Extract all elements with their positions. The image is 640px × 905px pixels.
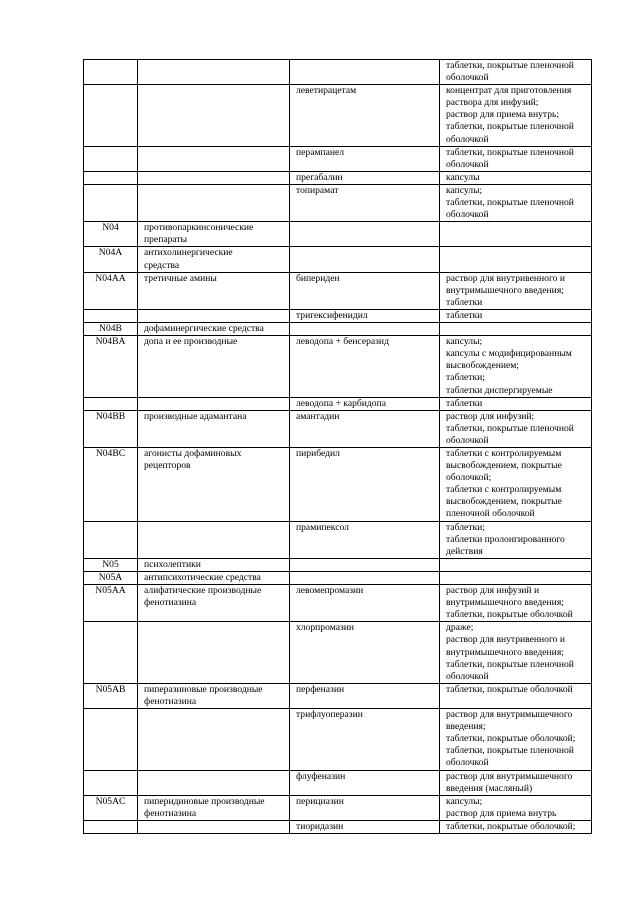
table-row [84, 622, 592, 684]
drug-name-cell: флуфеназин [290, 770, 440, 795]
pharm-group-line: фенотиазина [144, 597, 197, 609]
dosage-forms-cell [440, 85, 592, 147]
pharm-group-cell [138, 622, 290, 684]
drug-name-cell: тригексифенидил [290, 309, 440, 322]
atc-code-cell [84, 184, 138, 221]
dosage-form-line: оболочкой [446, 158, 489, 170]
dosage-form-line: таблетки, покрытые пленочной [446, 422, 574, 434]
dosage-forms-cell [440, 272, 592, 309]
drug-name-cell: прамипексол [290, 521, 440, 558]
dosage-form-line: внутримышечного введения; [446, 284, 564, 296]
pharm-group-line: фенотиазина [144, 695, 197, 707]
dosage-form-line: действия [446, 545, 483, 557]
pharm-group-cell [138, 820, 290, 833]
drug-name-cell: трифлуоперазин [290, 709, 440, 771]
pharm-group-cell [138, 247, 290, 272]
dosage-form-line: введения; [446, 721, 486, 733]
table-row [84, 585, 592, 622]
drug-name-cell [290, 558, 440, 571]
pharm-group-cell [138, 184, 290, 221]
atc-code-cell: N05AB [84, 683, 138, 708]
dosage-form-line: внутримышечного введения; [446, 597, 564, 609]
atc-code-cell [84, 60, 138, 85]
atc-code-cell: N04BB [84, 410, 138, 447]
drug-name-cell: тиоридазин [290, 820, 440, 833]
atc-code-cell: N04A [84, 247, 138, 272]
pharm-group-cell [138, 222, 290, 247]
dosage-form-line: таблетки, покрытые оболочкой [446, 683, 573, 695]
drug-name-cell: перфеназин [290, 683, 440, 708]
dosage-form-line: раствор для внутривенного и [446, 272, 565, 284]
drug-name-cell: бипериден [290, 272, 440, 309]
dosage-forms-cell [440, 521, 592, 558]
table-row [84, 558, 592, 571]
dosage-forms-cell [440, 820, 592, 833]
drug-name-cell: леводопа + карбидопа [290, 397, 440, 410]
atc-code-cell [84, 397, 138, 410]
table-row [84, 448, 592, 522]
pharm-group-cell [138, 397, 290, 410]
dosage-form-line: капсулы; [446, 184, 483, 196]
pharm-group-line: фенотиазина [144, 807, 197, 819]
drug-name-cell: прегабалин [290, 171, 440, 184]
dosage-forms-cell [440, 309, 592, 322]
dosage-form-line: таблетки, покрытые оболочкой [446, 609, 573, 621]
pharm-group-line: противопаркинсонические [144, 222, 254, 234]
atc-code-cell: N05 [84, 558, 138, 571]
dosage-form-line: высвобождением, покрытые [446, 460, 562, 472]
dosage-forms-cell [440, 683, 592, 708]
atc-code-cell [84, 85, 138, 147]
dosage-form-line: таблетки; [446, 372, 485, 384]
pharm-group-line: рецепторов [144, 460, 191, 472]
dosage-forms-cell [440, 397, 592, 410]
dosage-forms-cell [440, 448, 592, 522]
atc-code-cell [84, 521, 138, 558]
pharm-group-cell [138, 585, 290, 622]
table-row [84, 397, 592, 410]
atc-code-cell [84, 770, 138, 795]
atc-code-cell: N05AA [84, 585, 138, 622]
drug-name-cell: амантадин [290, 410, 440, 447]
pharm-group-cell [138, 410, 290, 447]
table-row [84, 709, 592, 771]
drug-name-cell: леводопа + бенсеразид [290, 336, 440, 398]
pharm-group-cell [138, 521, 290, 558]
dosage-forms-cell [440, 795, 592, 820]
table-row [84, 247, 592, 272]
dosage-form-line: концентрат для приготовления [446, 85, 572, 97]
dosage-form-line: оболочкой [446, 72, 489, 84]
drug-name-cell [290, 323, 440, 336]
drug-table-body [84, 60, 592, 834]
dosage-form-line: капсулы с модифицированным [446, 348, 572, 360]
dosage-form-line: драже; [446, 622, 474, 634]
table-row [84, 683, 592, 708]
drug-name-cell [290, 60, 440, 85]
dosage-form-line: таблетки, покрытые пленочной [446, 197, 574, 209]
pharm-group-cell [138, 709, 290, 771]
pharm-group-cell [138, 146, 290, 171]
pharm-group-line: антипсихотические средства [144, 572, 261, 583]
dosage-form-line: капсулы; [446, 336, 483, 348]
dosage-form-line: таблетки, покрытые пленочной [446, 658, 574, 670]
atc-code-cell: N04B [84, 323, 138, 336]
dosage-form-line: таблетки, покрытые пленочной [446, 60, 574, 71]
dosage-form-line: таблетки с контролируемым [446, 484, 562, 496]
dosage-form-line: оболочкой [446, 133, 489, 145]
pharm-group-cell [138, 85, 290, 147]
dosage-form-line: таблетки с контролируемым [446, 448, 562, 460]
dosage-forms-cell [440, 171, 592, 184]
dosage-form-line: введения (масляный) [446, 782, 533, 794]
dosage-forms-cell [440, 572, 592, 585]
drug-name-cell: перампанел [290, 146, 440, 171]
table-row [84, 60, 592, 85]
dosage-form-line: раствор для внутримышечного [446, 770, 573, 782]
dosage-form-line: капсулы; [446, 795, 483, 807]
drug-name-cell: леветирацетам [290, 85, 440, 147]
drug-name-cell: хлорпромазин [290, 622, 440, 684]
pharm-group-line: производные адамантана [144, 410, 247, 422]
pharm-group-cell [138, 336, 290, 398]
dosage-form-line: таблетки, покрытые оболочкой; [446, 820, 576, 832]
dosage-form-line: таблетки, покрытые пленочной [446, 121, 574, 133]
atc-code-cell [84, 622, 138, 684]
dosage-forms-cell [440, 410, 592, 447]
table-row [84, 521, 592, 558]
dosage-form-line: высвобождением, покрытые [446, 496, 562, 508]
drug-name-cell [290, 572, 440, 585]
drug-name-cell: перициазин [290, 795, 440, 820]
table-row [84, 222, 592, 247]
pharm-group-cell [138, 770, 290, 795]
atc-code-cell: N05AC [84, 795, 138, 820]
dosage-form-line: таблетки, покрытые оболочкой; [446, 733, 576, 745]
atc-code-cell: N04AA [84, 272, 138, 309]
pharm-group-line: препараты [144, 234, 188, 246]
drug-name-cell [290, 247, 440, 272]
pharm-group-line: пиперидиновые производные [144, 795, 265, 807]
dosage-form-line: таблетки, покрытые пленочной [446, 146, 574, 158]
table-row [84, 85, 592, 147]
drug-name-cell: пирибедил [290, 448, 440, 522]
dosage-form-line: раствор для приема внутрь; [446, 109, 560, 121]
dosage-form-line: оболочкой [446, 434, 489, 446]
atc-code-cell [84, 709, 138, 771]
dosage-form-line: внутримышечного введения; [446, 646, 564, 658]
dosage-form-line: оболочкой [446, 670, 489, 682]
dosage-form-line: таблетки; [446, 521, 485, 533]
dosage-form-line: таблетки, покрытые пленочной [446, 745, 574, 757]
dosage-form-line: высвобождением; [446, 360, 519, 372]
dosage-form-line: таблетки пролонгированного [446, 533, 565, 545]
dosage-forms-cell [440, 184, 592, 221]
dosage-forms-cell [440, 585, 592, 622]
atc-code-cell [84, 309, 138, 322]
dosage-forms-cell [440, 146, 592, 171]
table-row [84, 184, 592, 221]
dosage-form-line: оболочкой [446, 209, 489, 221]
table-row [84, 770, 592, 795]
dosage-form-line: пленочной оболочкой [446, 508, 535, 520]
pharm-group-line: антихолинергические [144, 247, 233, 259]
dosage-form-line: таблетки [446, 296, 483, 308]
dosage-form-line: раствор для инфузий; [446, 410, 535, 422]
pharm-group-line: допа и ее производные [144, 336, 238, 348]
pharm-group-line: пиперазиновые производные [144, 683, 263, 695]
pharm-group-cell [138, 323, 290, 336]
dosage-forms-cell [440, 323, 592, 336]
atc-code-cell [84, 146, 138, 171]
dosage-forms-cell [440, 60, 592, 85]
table-row [84, 309, 592, 322]
dosage-form-line: таблетки [446, 397, 483, 409]
dosage-forms-cell [440, 336, 592, 398]
pharm-group-line: дофаминергические средства [144, 323, 264, 335]
pharm-group-cell [138, 171, 290, 184]
pharm-group-cell [138, 448, 290, 522]
table-row [84, 572, 592, 585]
dosage-forms-cell [440, 770, 592, 795]
drug-name-cell: левомепромазин [290, 585, 440, 622]
pharm-group-line: третичные амины [144, 272, 217, 284]
dosage-forms-cell [440, 222, 592, 247]
drug-name-cell: топирамат [290, 184, 440, 221]
dosage-forms-cell [440, 558, 592, 571]
pharm-group-line: средства [144, 259, 180, 271]
pharm-group-cell [138, 309, 290, 322]
pharm-group-cell [138, 572, 290, 585]
table-row [84, 323, 592, 336]
dosage-forms-cell [440, 709, 592, 771]
dosage-form-line: раствор для приема внутрь [446, 807, 557, 819]
pharm-group-cell [138, 558, 290, 571]
atc-code-cell [84, 171, 138, 184]
table-row [84, 410, 592, 447]
pharm-group-line: психолептики [144, 558, 201, 570]
atc-code-cell: N04 [84, 222, 138, 247]
dosage-form-line: раствор для внутримышечного [446, 709, 573, 721]
drug-table [83, 59, 592, 834]
table-row [84, 336, 592, 398]
pharm-group-cell [138, 683, 290, 708]
pharm-group-cell [138, 272, 290, 309]
atc-code-cell: N05A [84, 572, 138, 585]
dosage-form-line: раствор для внутривенного и [446, 634, 565, 646]
drug-name-cell [290, 222, 440, 247]
dosage-form-line: таблетки [446, 309, 483, 321]
pharm-group-line: агонисты дофаминовых [144, 448, 242, 460]
dosage-form-line: раствор для инфузий и [446, 585, 540, 597]
table-row [84, 171, 592, 184]
atc-code-cell: N04BC [84, 448, 138, 522]
pharm-group-cell [138, 60, 290, 85]
pharm-group-cell [138, 795, 290, 820]
table-row [84, 146, 592, 171]
dosage-form-line: раствора для инфузий; [446, 97, 539, 109]
dosage-form-line: капсулы [446, 171, 480, 183]
pharm-group-line: алифатические производные [144, 585, 262, 597]
atc-code-cell [84, 820, 138, 833]
table-row [84, 795, 592, 820]
table-row [84, 820, 592, 833]
atc-code-cell: N04BA [84, 336, 138, 398]
dosage-form-line: оболочкой [446, 757, 489, 769]
dosage-forms-cell [440, 247, 592, 272]
dosage-form-line: оболочкой; [446, 472, 492, 484]
dosage-form-line: таблетки диспергируемые [446, 384, 553, 396]
dosage-forms-cell [440, 622, 592, 684]
table-row [84, 272, 592, 309]
